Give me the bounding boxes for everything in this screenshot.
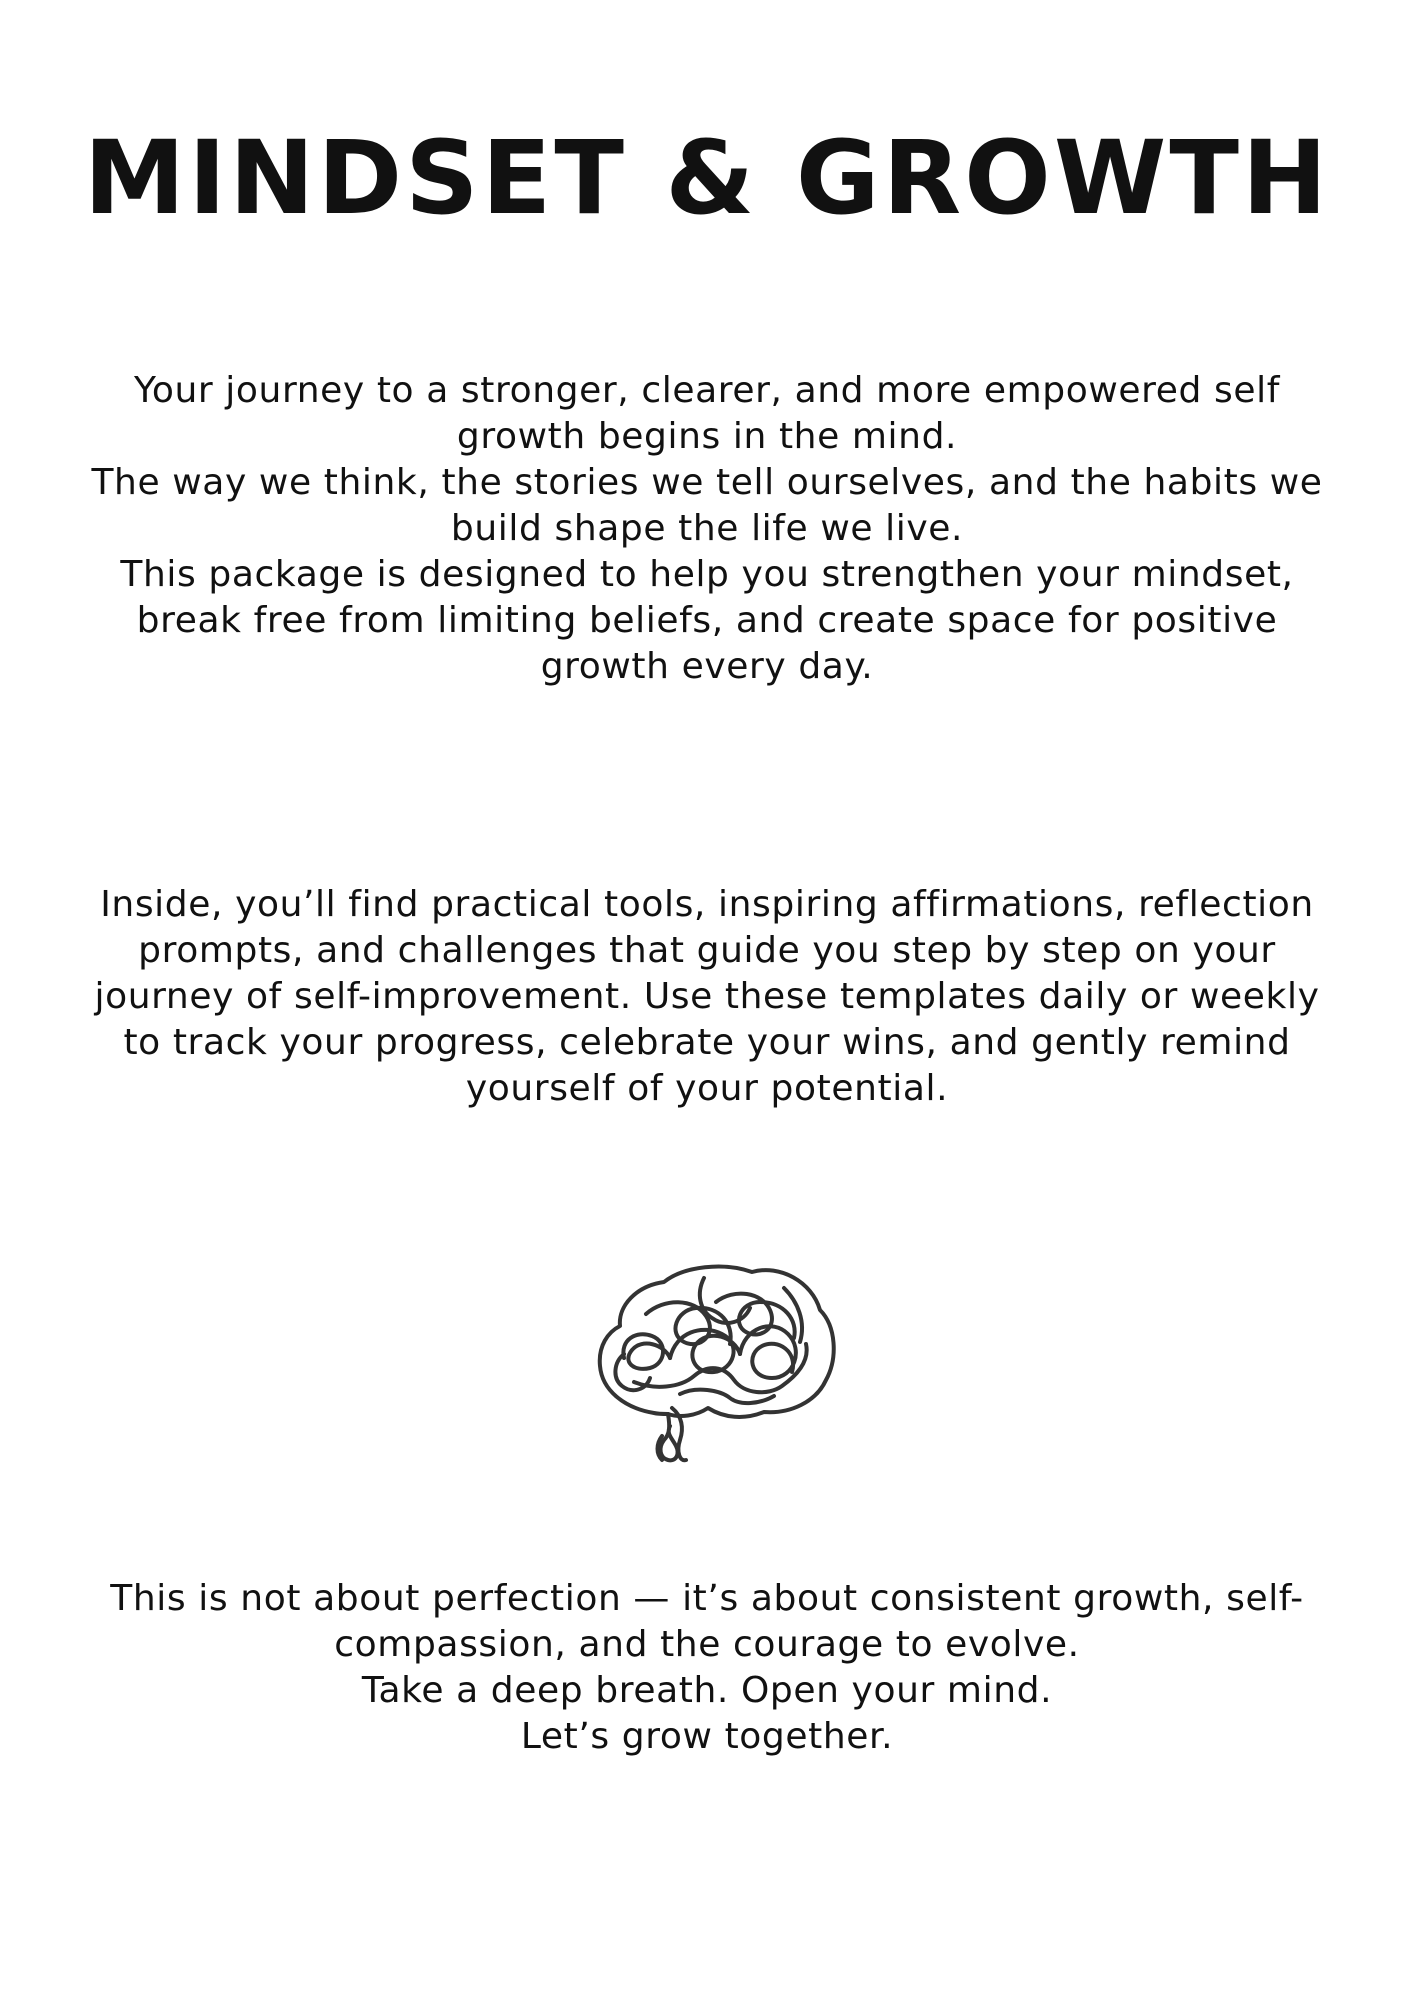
inside-line: yourself of your potential. bbox=[465, 1068, 949, 1109]
intro-line: break free from limiting beliefs, and create space for positive bbox=[136, 600, 1278, 641]
intro-paragraph bbox=[80, 368, 1334, 690]
intro-line: build shape the life we live. bbox=[450, 508, 964, 549]
inside-paragraph bbox=[80, 882, 1334, 1112]
intro-line: growth every day. bbox=[540, 646, 874, 687]
inside-line: Inside, you’ll find practical tools, inspiring affirmations, reflection bbox=[100, 884, 1314, 925]
closing-line: Let’s grow together. bbox=[520, 1716, 894, 1757]
inside-line: journey of self-improvement. Use these templates daily or weekly bbox=[94, 976, 1320, 1017]
closing-line: This is not about perfection — it’s about consistent growth, self- bbox=[110, 1578, 1304, 1619]
intro-line: Your journey to a stronger, clearer, and more empowered self bbox=[134, 370, 1280, 411]
closing-line: Take a deep breath. Open your mind. bbox=[361, 1670, 1053, 1711]
closing-line: compassion, and the courage to evolve. bbox=[334, 1624, 1080, 1665]
closing-paragraph bbox=[80, 1576, 1334, 1760]
intro-line: The way we think, the stories we tell ourselves, and the habits we bbox=[91, 462, 1323, 503]
inside-line: prompts, and challenges that guide you step by step on your bbox=[138, 930, 1276, 971]
intro-line: growth begins in the mind. bbox=[456, 416, 958, 457]
inside-line: to track your progress, celebrate your wins, and gently remind bbox=[123, 1022, 1291, 1063]
page-title: MINDSET & GROWTH bbox=[83, 119, 1331, 238]
intro-line: This package is designed to help you strengthen your mindset, bbox=[120, 554, 1294, 595]
brain-icon bbox=[584, 1258, 844, 1468]
